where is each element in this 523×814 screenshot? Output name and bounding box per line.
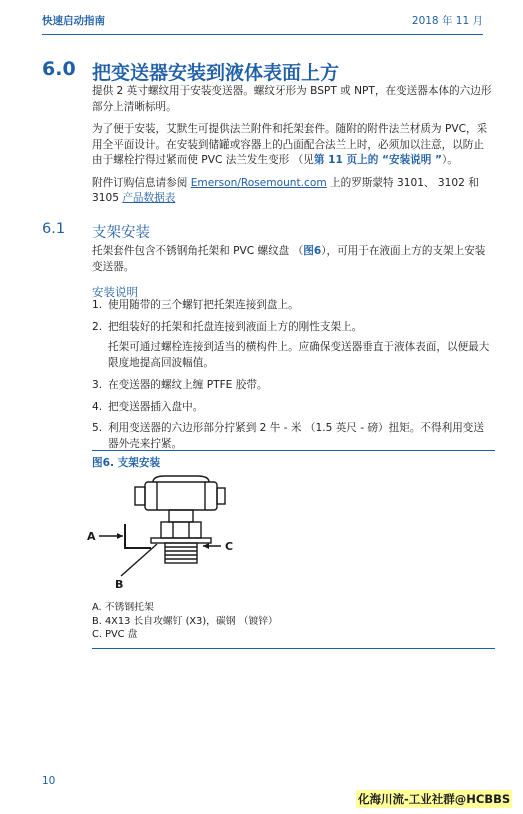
- paragraph-ordering: [92, 176, 492, 207]
- figure-bottom-rule: [92, 648, 495, 649]
- subsection-title: 支架安装: [92, 225, 150, 241]
- list-item: [92, 400, 492, 416]
- header-date: 2018 年 11 月: [411, 15, 483, 27]
- paragraph-flange-end: ）。: [442, 154, 458, 166]
- figure-caption: 图6. 支架安装: [92, 457, 161, 469]
- list-item: [92, 298, 492, 314]
- list-item: [92, 378, 492, 394]
- transmitter-housing: [145, 482, 217, 510]
- step-text: 在变送器的螺纹上缠 PTFE 胶带。: [108, 379, 268, 391]
- figure-top-rule: [92, 450, 495, 451]
- instructions-list: [92, 298, 492, 458]
- step-number: 4.: [92, 400, 103, 413]
- callout-b: B: [115, 578, 124, 591]
- subsection-intro-end: ），可用于在液面上方的支架上安装变送器。: [92, 245, 486, 273]
- figure-reference-link[interactable]: 图6: [303, 245, 322, 257]
- step-number: 3.: [92, 379, 103, 391]
- hex-section: [161, 522, 201, 538]
- product-datasheet-link[interactable]: 产品数据表: [122, 192, 176, 204]
- legend-item: C. PVC 盘: [92, 629, 138, 640]
- angle-bracket: [125, 524, 151, 548]
- pvc-disc: [151, 538, 211, 543]
- list-item: [92, 320, 492, 336]
- threaded-section: [165, 543, 197, 563]
- step-number: 2.: [92, 320, 103, 333]
- paragraph-ordering-text: 附件订购信息请参阅: [92, 176, 191, 189]
- arrow-c: [203, 543, 209, 549]
- list-item: [92, 421, 492, 452]
- housing-top: [153, 476, 209, 482]
- section-title: 把变送器安装到液体表面上方: [92, 62, 340, 84]
- header-document-title: 快速启动指南: [42, 15, 105, 27]
- website-link[interactable]: Emerson/Rosemount.com: [190, 176, 327, 189]
- page-reference-link[interactable]: 第 11 页上的 “安装说明 ”: [313, 154, 442, 166]
- right-cable-gland: [217, 488, 225, 504]
- left-cable-gland: [135, 487, 145, 505]
- figure-legend: [92, 601, 278, 642]
- step-number: 5.: [92, 422, 103, 434]
- section-number: 6.0: [42, 58, 76, 80]
- step-text: 使用随带的三个螺钉把托架连接到盘上。: [108, 299, 299, 311]
- paragraph-flange-text: 为了便于安装，艾默生可提供法兰附件和托架套件。随附的附件法兰材质为 PVC，采用全平面设计。在安装到储罐或容器上的凸面配合法兰上时，必须加以注意，以防止由于螺栓拧得过紧而使 PVC 法兰发生变形 （见: [92, 123, 488, 166]
- paragraph-flange: [92, 122, 492, 169]
- legend-item: B. 4X13 长自攻螺钉 (X3)，碳钢 （镀锌）: [92, 615, 278, 627]
- subsection-number: 6.1: [42, 221, 66, 237]
- callout-c: C: [225, 540, 234, 553]
- step-number: 1.: [92, 299, 103, 311]
- header-rule: [42, 34, 483, 35]
- section-body: [92, 84, 492, 214]
- page-number: 10: [42, 775, 56, 787]
- legend-item: A. 不锈钢托架: [92, 602, 154, 613]
- bracket-mount-illustration: [85, 468, 245, 596]
- step-note: 托架可通过螺栓连接到适当的横构件上。应确保变送器垂直于液体表面，以便最大限度地提高回波幅值。: [108, 341, 490, 369]
- subsection-intro: [92, 244, 492, 275]
- step-text: 把变送器插入盘中。: [108, 400, 204, 413]
- step-text: 利用变送器的六边形部分拧紧到 2 牛 - 米 （1.5 英尺 - 磅）扭矩。不得利用变送器外壳来拧紧。: [108, 422, 484, 450]
- arrow-a: [117, 533, 123, 539]
- step-text: 把组装好的托架和托盘连接到液面上方的刚性支架上。: [108, 320, 363, 333]
- subsection-intro-text: 托架套件包含不锈钢角托架和 PVC 螺纹盘 （: [92, 245, 304, 257]
- paragraph-ordering-mid: 上的罗斯蒙特 3101、 3102 和 3105: [92, 176, 479, 204]
- paragraph-thread: 提供 2 英寸螺纹用于安装变送器。螺纹牙形为 BSPT 或 NPT，在变送器本体的六边形部分上清晰标明。: [92, 85, 492, 113]
- transmitter-neck: [169, 510, 193, 522]
- watermark: 化海川流-工业社群@HCBBS: [358, 792, 511, 806]
- instructions-heading: 安装说明: [92, 285, 138, 299]
- callout-a: A: [87, 530, 96, 543]
